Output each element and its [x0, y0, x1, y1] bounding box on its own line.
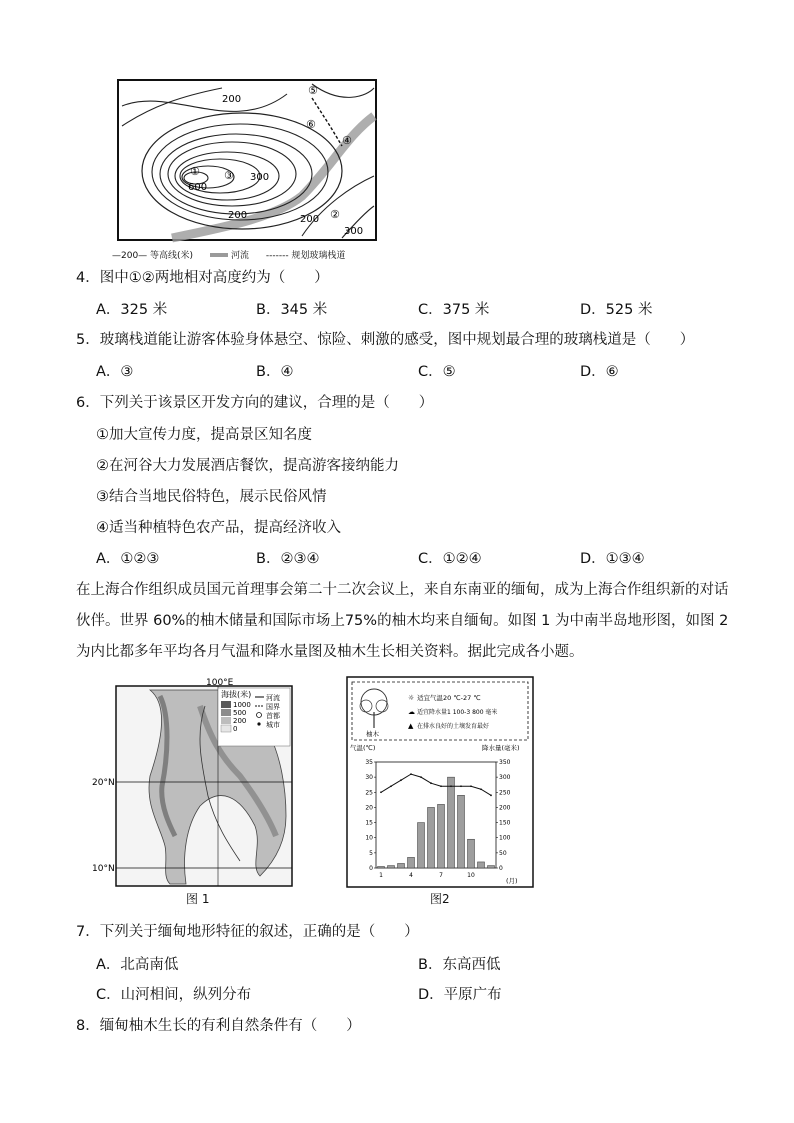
q7-option-c[interactable]: C．山河相间，纵列分布 — [96, 987, 252, 1003]
y-left-tick-label: 5 — [369, 849, 373, 857]
q4-option-d[interactable]: D．525 米 — [580, 302, 653, 318]
y-left-tick-label: 15 — [365, 819, 373, 827]
precip-bar — [448, 777, 455, 868]
map-lon-label: 100°E — [206, 678, 234, 688]
temperature-point — [420, 776, 422, 778]
figure-1 — [90, 676, 308, 908]
precip-bar — [488, 866, 495, 868]
y-right-tick-label: 0 — [499, 865, 503, 872]
q6-statement-1: ①加大宣传力度，提高景区知名度 — [96, 427, 312, 443]
temperature-point — [440, 785, 442, 787]
teak-label: 柚木 — [366, 730, 379, 738]
x-unit: (月) — [506, 877, 518, 885]
precip-bar — [398, 863, 405, 868]
x-tick-label: 4 — [409, 872, 413, 879]
temperature-point — [380, 791, 382, 793]
map-legend-river: 河流 — [266, 694, 280, 702]
peninsula-map — [90, 676, 308, 888]
y-left-tick-label: 10 — [365, 834, 373, 842]
map-legend-0: 0 — [233, 725, 238, 733]
climate-chart — [346, 676, 534, 888]
label-300-b: 300 — [344, 226, 364, 237]
precip-bar — [418, 823, 425, 868]
q6-option-b[interactable]: B．②③④ — [256, 551, 320, 567]
temperature-point — [480, 788, 482, 790]
q6-option-d[interactable]: D．①③④ — [580, 551, 645, 567]
precip-bar — [438, 804, 445, 868]
teak-soil: 在排水良好的土壤发育最好 — [417, 723, 490, 730]
q5-option-d[interactable]: D．⑥ — [580, 364, 619, 380]
label-200-c: 200 — [300, 214, 320, 225]
temperature-point — [430, 782, 432, 784]
cloud-icon: ☁ — [408, 708, 415, 716]
temperature-point — [410, 773, 412, 775]
marker-6: ⑥ — [306, 118, 316, 131]
y-right-tick-label: 250 — [499, 789, 511, 797]
river-swatch — [210, 253, 228, 257]
temperature-point — [470, 785, 472, 787]
label-200-b: 200 — [228, 210, 248, 221]
sun-icon: ☼ — [408, 694, 415, 702]
y-left-tick-label: 30 — [365, 774, 373, 782]
y-right-tick-label: 200 — [499, 804, 511, 812]
city-icon — [257, 722, 260, 725]
q5-option-b[interactable]: B．④ — [256, 364, 294, 380]
precip-bar — [458, 795, 465, 868]
q7-option-a[interactable]: A．北高南低 — [96, 957, 179, 973]
mountain-icon: ▲ — [408, 722, 414, 730]
figure-2 — [346, 676, 534, 908]
intro-paragraph: 在上海合作组织成员国元首理事会第二十二次会议上，来自东南亚的缅甸，成为上海合作组织新的对话伙伴。世界 60%的柚木储量和国际市场上75%的柚木均来自缅甸。如图 1 为中南半岛地形图，如图 2 为内比都多年平均各月气温和降水量图及柚木生长相关资料。据此完成各小题。 — [76, 582, 729, 660]
map-legend-city: 城市 — [266, 721, 280, 729]
temperature-point — [490, 794, 492, 796]
q6-statement-4: ④适当种植特色农产品，提高经济收入 — [96, 520, 341, 536]
figure-2-caption: 图2 — [430, 892, 450, 906]
marker-3: ③ — [224, 169, 234, 182]
precip-bar — [428, 807, 435, 868]
temperature-point — [390, 785, 392, 787]
q4-stem: 4．图中①②两地相对高度约为（ ） — [76, 270, 329, 286]
map-legend-500: 500 — [233, 709, 247, 717]
marker-1: ① — [190, 165, 200, 178]
precip-bar — [468, 839, 475, 868]
precip-bar — [408, 857, 415, 868]
y-right-tick-label: 300 — [499, 774, 511, 782]
q8-stem: 8．缅甸柚木生长的有利自然条件有（ ） — [76, 1018, 361, 1034]
contour-map — [112, 76, 382, 268]
figure-1-caption: 图 1 — [186, 892, 210, 906]
q6-option-a[interactable]: A．①②③ — [96, 551, 160, 567]
q5-stem: 5．玻璃栈道能让游客体验身体悬空、惊险、刺激的感受，图中规划最合理的玻璃栈道是（ ） — [76, 332, 695, 348]
q4-option-a[interactable]: A．325 米 — [96, 302, 168, 318]
contour-map-legend — [112, 248, 382, 261]
marker-5: ⑤ — [308, 84, 318, 97]
marker-2: ② — [330, 208, 340, 221]
q6-stem: 6．下列关于该景区开发方向的建议，合理的是（ ） — [76, 395, 434, 411]
map-legend-capital: 首都 — [266, 712, 280, 720]
y-right-tick-label: 100 — [499, 834, 511, 842]
precip-bar — [478, 862, 485, 868]
temperature-point — [460, 785, 462, 787]
contour-map-figure — [112, 76, 382, 268]
y-left-tick-label: 20 — [365, 804, 373, 812]
q6-statement-3: ③结合当地民俗特色，展示民俗风情 — [96, 489, 327, 505]
x-tick-label: 10 — [467, 872, 475, 879]
y-left-tick-label: 25 — [365, 789, 373, 797]
legend-river: 河流 — [230, 251, 249, 261]
x-tick-label: 7 — [439, 872, 443, 879]
y-right-tick-label: 150 — [499, 819, 511, 827]
map-lat10-label: 10°N — [92, 864, 115, 874]
q5-option-a[interactable]: A．③ — [96, 364, 134, 380]
y-left-tick-label: 35 — [365, 759, 373, 766]
ylabel-right: 降水量(毫米) — [482, 744, 520, 752]
q6-statement-2: ②在河谷大力发展酒店餐饮，提高游客接纳能力 — [96, 458, 399, 474]
legend-contour: —200— 等高线(米) — [112, 251, 194, 261]
map-lat20-label: 20°N — [92, 778, 115, 788]
marker-4: ④ — [342, 134, 352, 147]
teak-temp: 适宜气温20 ℃-27 ℃ — [417, 694, 481, 702]
q7-option-b[interactable]: B．东高西低 — [418, 957, 501, 973]
map-legend-title: 海拔(米) — [221, 690, 252, 699]
map-legend-border: 国界 — [266, 703, 280, 711]
map-legend-200: 200 — [233, 717, 247, 725]
temperature-point — [400, 779, 402, 781]
q6-option-c[interactable]: C．①②④ — [418, 551, 482, 567]
teak-rain: 适宜降水量1 100-3 800 毫米 — [417, 709, 498, 716]
q4-option-c[interactable]: C．375 米 — [418, 302, 490, 318]
q7-option-d[interactable]: D．平原广布 — [418, 987, 502, 1003]
ylabel-left: 气温(℃) — [350, 744, 376, 752]
q7-stem: 7．下列关于缅甸地形特征的叙述，正确的是（ ） — [76, 924, 419, 940]
y-right-tick-label: 350 — [499, 759, 511, 766]
label-600: 600 — [188, 182, 208, 193]
precip-bar — [388, 866, 395, 868]
map-legend-1000: 1000 — [233, 701, 251, 709]
y-right-tick-label: 50 — [499, 849, 507, 857]
temperature-point — [450, 785, 452, 787]
label-300-a: 300 — [250, 172, 270, 183]
legend-plank: ------- 规划玻璃栈道 — [265, 251, 346, 261]
y-left-tick-label: 0 — [369, 865, 373, 872]
label-200-a: 200 — [222, 94, 242, 105]
precip-bar — [378, 866, 385, 868]
q5-option-c[interactable]: C．⑤ — [418, 364, 456, 380]
x-tick-label: 1 — [379, 872, 383, 879]
q4-option-b[interactable]: B．345 米 — [256, 302, 328, 318]
